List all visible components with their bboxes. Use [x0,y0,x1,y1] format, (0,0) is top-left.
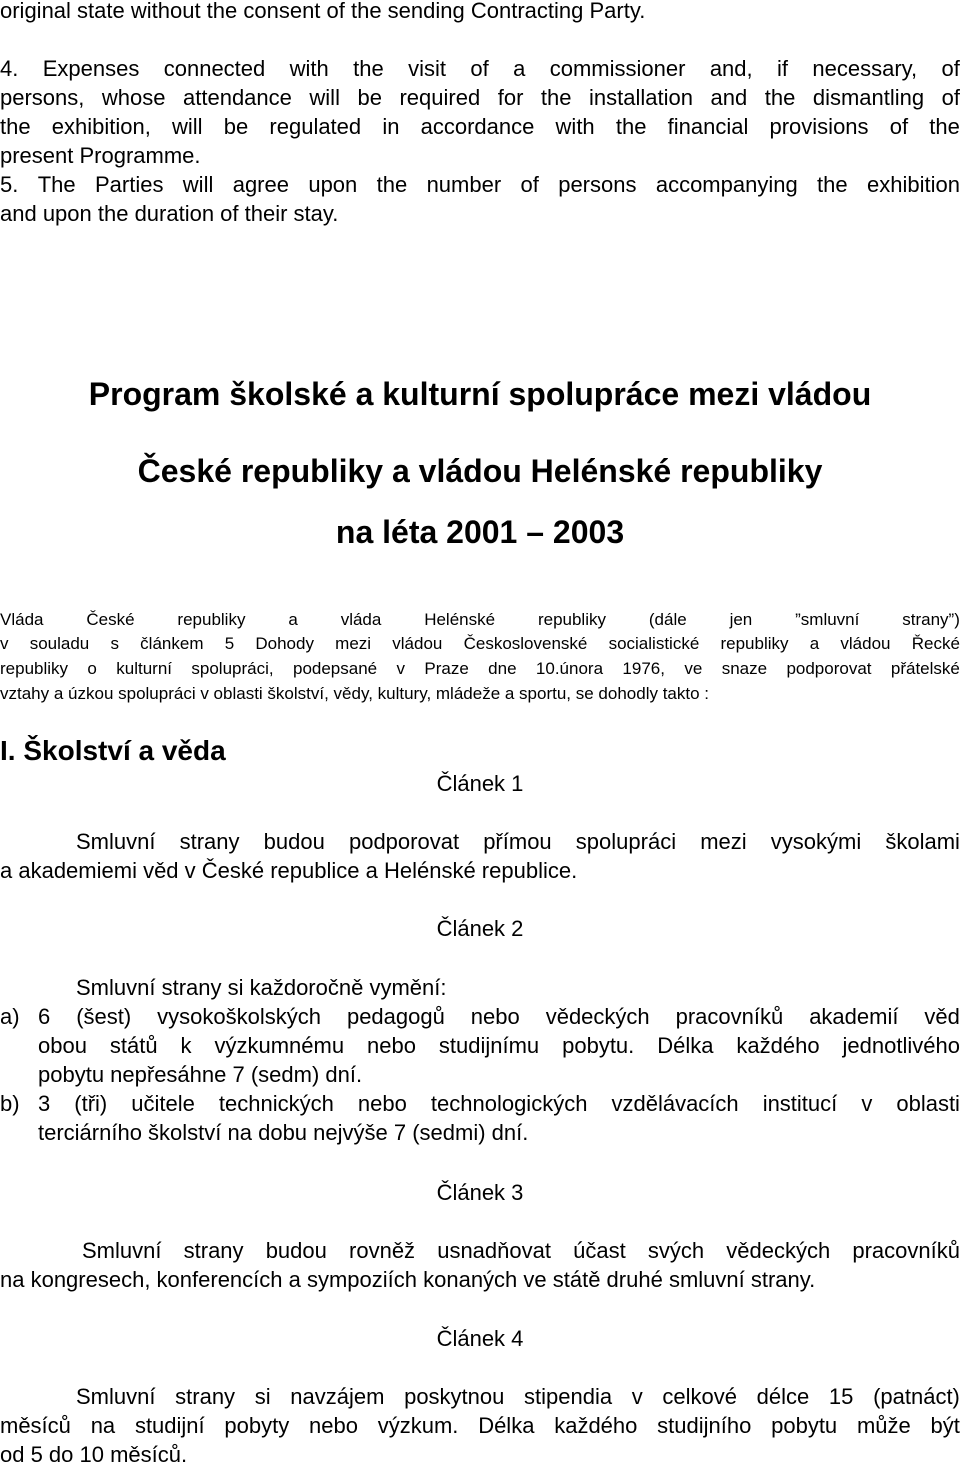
word: of [889,114,909,139]
word: 4. [0,56,19,81]
article-text-line [0,1413,960,1439]
word: institucí [762,1091,838,1116]
word: The [37,172,76,197]
word: persons, [0,85,85,110]
word: stipendia [524,1384,613,1409]
word: 10.února [535,659,604,678]
word: the [376,172,408,197]
word: vysokoškolských [157,1004,321,1029]
word: podepsané [292,659,378,678]
word: měsíců [0,1413,71,1438]
word: strany”) [902,610,960,629]
word: v [631,1384,643,1409]
word: a [513,56,526,81]
word: Smluvní [76,829,156,854]
article-text-line: od 5 do 10 měsíců. [0,1442,188,1467]
word: the [353,56,384,81]
word: (tři) [74,1091,108,1116]
word: and, [709,56,753,81]
word: technologických [430,1091,588,1116]
word: Praze [424,659,469,678]
word: connected [163,56,266,81]
word: výzkumnému [214,1033,345,1058]
word: Délka [657,1033,714,1058]
word: délce [756,1384,810,1409]
word: v [861,1091,873,1116]
word: 6 [38,1004,51,1029]
word: in [382,114,400,139]
word: podporovat [348,829,460,854]
word: souladu [29,634,90,653]
word: the [615,114,647,139]
word: každého [554,1413,638,1438]
word: and [710,85,748,110]
word: učitele [131,1091,195,1116]
word: republiky [177,610,246,629]
word: accompanying [655,172,798,197]
word: vysokými [770,829,862,854]
word: Smluvní [76,1384,156,1409]
word: strany [183,1238,244,1263]
list-marker: a) [0,1004,20,1029]
word: nebo [470,1004,520,1029]
word: be [357,85,382,110]
article-heading: Článek 4 [436,1326,524,1351]
paragraph-4-line [0,56,960,82]
word: technických [218,1091,334,1116]
list-item-line [38,1033,960,1059]
word: přátelské [890,659,960,678]
word: if [777,56,789,81]
word: for [497,85,524,110]
word: Smluvní [82,1238,162,1263]
word: pobyty [224,1413,290,1438]
word: Helénské [424,610,496,629]
word: the [0,114,31,139]
word: Československé [463,634,588,653]
word: persons [558,172,637,197]
word: accordance [420,114,535,139]
page-title: na léta 2001 – 2003 [335,514,625,550]
word: agree [232,172,289,197]
word: přímou [483,829,552,854]
word: celkové [662,1384,738,1409]
word: budou [263,829,325,854]
word: number [426,172,502,197]
word: of [470,56,489,81]
page-title: České republiky a vládou Helénské republiky [137,453,823,489]
word: exhibition [866,172,960,197]
word: (patnáct) [873,1384,960,1409]
word: will [182,172,214,197]
word: necessary, [812,56,918,81]
article-text-line: a akademiemi věd v České republice a Helénské republice. [0,858,578,883]
word: svých [647,1238,705,1263]
word: strany [179,829,240,854]
word: nebo [357,1091,407,1116]
preamble-line: vztahy a úzkou spolupráci v oblasti školství, vědy, kultury, mládeže a sportu, se dohodly takto : [0,684,709,703]
word: attendance [183,85,292,110]
word: v [396,659,405,678]
word: exhibition, [51,114,151,139]
word: států [109,1033,158,1058]
word: spolupráci, [191,659,274,678]
word: na [90,1413,116,1438]
article-heading: Článek 1 [436,771,524,796]
word: a [809,634,820,653]
word: will [172,114,203,139]
list-item-line: pobytu nepřesáhne 7 (sedm) dní. [38,1062,363,1087]
word: vládou [840,634,891,653]
article-text-line [76,1384,960,1410]
word: usnadňovat [437,1238,551,1263]
word: snaze [721,659,768,678]
word: studijního [657,1413,752,1438]
word: spolupráci [575,829,677,854]
word: republiky [537,610,606,629]
word: installation [589,85,693,110]
word: České [86,610,135,629]
text-line: original state without the consent of the sending Contracting Party. [0,0,646,23]
word: the [929,114,960,139]
word: k [180,1033,192,1058]
word: upon [308,172,358,197]
word: akademií [809,1004,899,1029]
word: mezi [700,829,747,854]
word: commissioner [549,56,686,81]
word: o [87,659,97,678]
word: republiky [720,634,789,653]
word: visit [408,56,446,81]
word: v [0,634,9,653]
word: kulturní [116,659,173,678]
word: nebo [367,1033,416,1058]
word: provisions [769,114,869,139]
paragraph-5-line: and upon the duration of their stay. [0,201,339,226]
word: článkem [140,634,204,653]
paragraph-4-line [0,114,960,140]
word: whose [101,85,166,110]
word: be [223,114,249,139]
word: pracovníků [852,1238,960,1263]
word: navzájem [290,1384,385,1409]
word: financial [667,114,749,139]
article-text-line: na kongresech, konferencích a sympoziích konaných ve státě druhé smluvní strany. [0,1267,816,1292]
word: jen [729,610,753,629]
word: (šest) [76,1004,132,1029]
word: with [289,56,329,81]
word: studijnímu [438,1033,540,1058]
word: může [856,1413,911,1438]
word: vládou [392,634,443,653]
word: Expenses [42,56,140,81]
list-item-line: terciárního školství na dobu nejvýše 7 (sedmi) dní. [38,1120,529,1145]
word: of [941,56,960,81]
page-title: Program školské a kulturní spolupráce mezi vládou [88,376,872,412]
article-text-line: Smluvní strany si každoročně vymění: [76,975,447,1000]
word: účast [573,1238,626,1263]
word: vláda [340,610,382,629]
word: regulated [269,114,362,139]
word: republiky [0,659,69,678]
word: socialistické [608,634,700,653]
word: ”smluvní [795,610,860,629]
word: (dále [648,610,687,629]
word: pobytu. [562,1033,635,1058]
word: a [288,610,298,629]
paragraph-4-line [0,85,960,111]
word: Délka [478,1413,535,1438]
word: pracovníků [675,1004,784,1029]
word: být [930,1413,960,1438]
word: Dohody [255,634,314,653]
word: will [309,85,340,110]
article-heading: Článek 3 [436,1180,524,1205]
word: required [399,85,481,110]
paragraph-4-line: present Programme. [0,143,201,168]
word: si [254,1384,271,1409]
word: rovněž [349,1238,416,1263]
list-marker: b) [0,1091,20,1116]
list-item-line [38,1091,960,1117]
word: strany [175,1384,236,1409]
word: každého [736,1033,820,1058]
word: 5. [0,172,19,197]
word: vědeckých [545,1004,650,1029]
article-text-line [82,1238,960,1264]
word: pedagogů [346,1004,445,1029]
word: the [817,172,848,197]
preamble-line [0,633,960,655]
section-heading: I. Školství a věda [0,735,226,766]
word: the [764,85,796,110]
word: 3 [38,1091,51,1116]
article-heading: Článek 2 [436,916,524,941]
word: 1976, [622,659,665,678]
word: of [941,85,960,110]
article-text-line [76,829,960,855]
preamble-line [0,609,960,631]
word: jednotlivého [842,1033,960,1058]
word: 15 [828,1384,854,1409]
word: of [520,172,539,197]
word: obou [38,1033,87,1058]
word: ve [684,659,703,678]
word: pobytu [771,1413,838,1438]
word: the [540,85,572,110]
word: věd [924,1004,960,1029]
paragraph-5-line [0,172,960,198]
word: with [555,114,595,139]
word: nebo [309,1413,358,1438]
word: vzdělávacích [611,1091,739,1116]
word: dismantling [812,85,925,110]
word: budou [265,1238,327,1263]
preamble-line [0,658,960,680]
word: oblasti [896,1091,960,1116]
word: Vláda [0,610,44,629]
word: školami [885,829,960,854]
list-item-line [38,1004,960,1030]
word: Parties [94,172,164,197]
word: podporovat [786,659,872,678]
word: 5 [224,634,235,653]
word: výzkum. [377,1413,459,1438]
word: poskytnou [404,1384,505,1409]
word: vědeckých [726,1238,831,1263]
word: s [110,634,119,653]
word: studijní [134,1413,205,1438]
word: Řecké [911,634,960,653]
word: mezi [335,634,372,653]
word: dne [488,659,517,678]
